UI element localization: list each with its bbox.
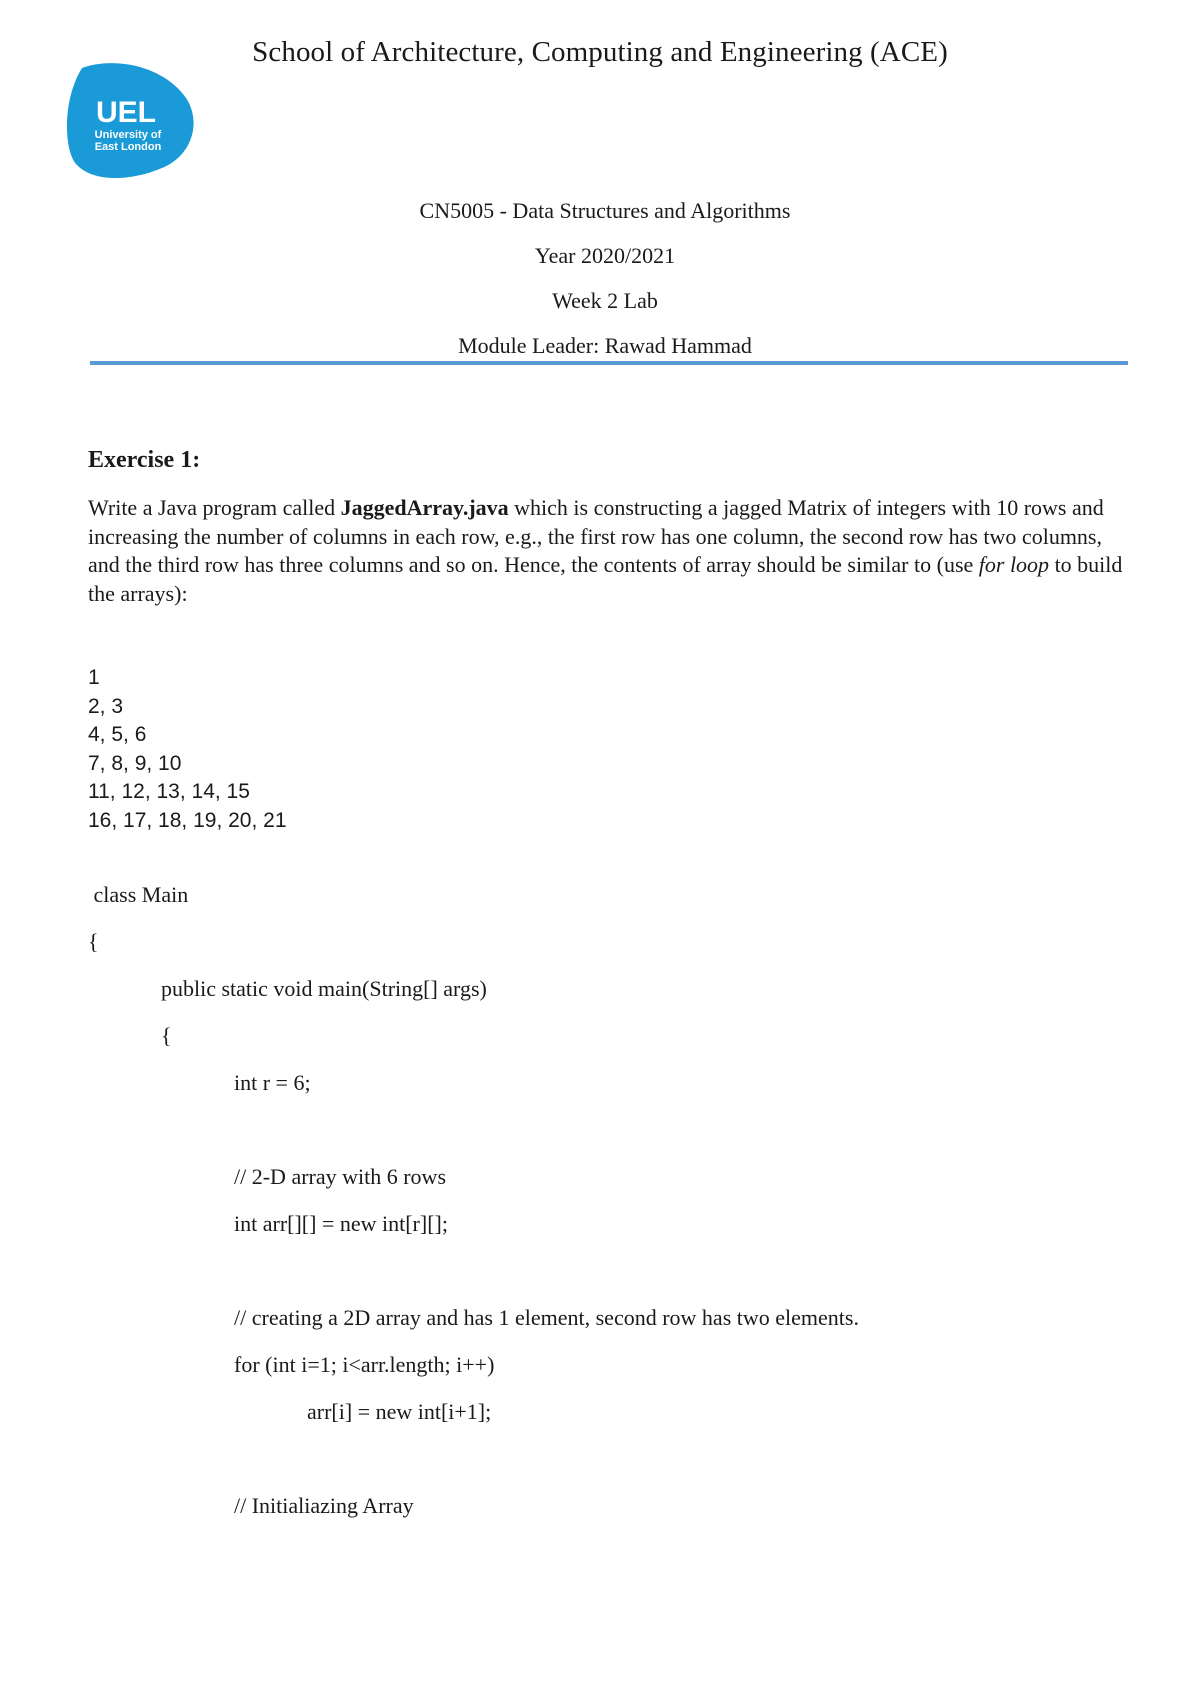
matrix-row: 11, 12, 13, 14, 15 bbox=[88, 780, 250, 803]
logo-line1-text: University of bbox=[94, 129, 162, 141]
matrix-row: 7, 8, 9, 10 bbox=[88, 751, 182, 775]
code-line: // 2-D array with 6 rows bbox=[234, 1164, 447, 1189]
program-filename: JaggedArray.java bbox=[340, 495, 509, 520]
logo-line2-text: East London bbox=[94, 141, 162, 153]
week-label: Week 2 Lab bbox=[552, 288, 658, 313]
code-line: int arr[][] = new int[r][]; bbox=[234, 1211, 448, 1236]
exercise-description bbox=[88, 494, 1138, 608]
matrix-example bbox=[88, 664, 287, 835]
matrix-row: 16, 17, 18, 19, 20, 21 bbox=[88, 808, 287, 832]
description-part-1: Write a Java program called bbox=[88, 495, 341, 520]
code-line: for (int i=1; i<arr.length; i++) bbox=[234, 1352, 495, 1377]
code-line: public static void main(String[] args) bbox=[161, 976, 487, 1001]
code-line: int r = 6; bbox=[234, 1070, 311, 1095]
logo-main-text: UEL bbox=[96, 96, 156, 129]
module-leader: Module Leader: Rawad Hammad bbox=[458, 333, 752, 358]
code-line: // Initialiazing Array bbox=[234, 1493, 414, 1518]
description-part-3: to build the arrays): bbox=[88, 552, 1123, 606]
code-line: { bbox=[161, 1023, 172, 1048]
header-divider bbox=[90, 361, 1128, 365]
module-title: CN5005 - Data Structures and Algorithms bbox=[419, 198, 791, 223]
matrix-row: 2, 3 bbox=[88, 694, 124, 718]
uel-logo bbox=[64, 60, 196, 182]
matrix-row: 1 bbox=[88, 666, 100, 689]
exercise-heading: Exercise 1: bbox=[88, 447, 201, 473]
academic-year: Year 2020/2021 bbox=[534, 243, 676, 268]
code-line: { bbox=[88, 929, 99, 954]
matrix-row: 4, 5, 6 bbox=[88, 723, 147, 746]
code-line: // creating a 2D array and has 1 element, second row has two elements. bbox=[234, 1305, 859, 1330]
school-title: School of Architecture, Computing and Engineering (ACE) bbox=[252, 36, 948, 68]
description-part-2: which is constructing a jagged Matrix of integers with 10 rows and increasing the number of columns in each row, e.g., the first row has one column, the second row has two columns, and the third row has three columns and so on. Hence, the contents of array should be similar to (use bbox=[88, 495, 1104, 577]
code-line: class Main bbox=[88, 882, 189, 907]
code-line: arr[i] = new int[i+1]; bbox=[307, 1399, 492, 1424]
for-loop-emphasis: for loop bbox=[978, 552, 1050, 577]
